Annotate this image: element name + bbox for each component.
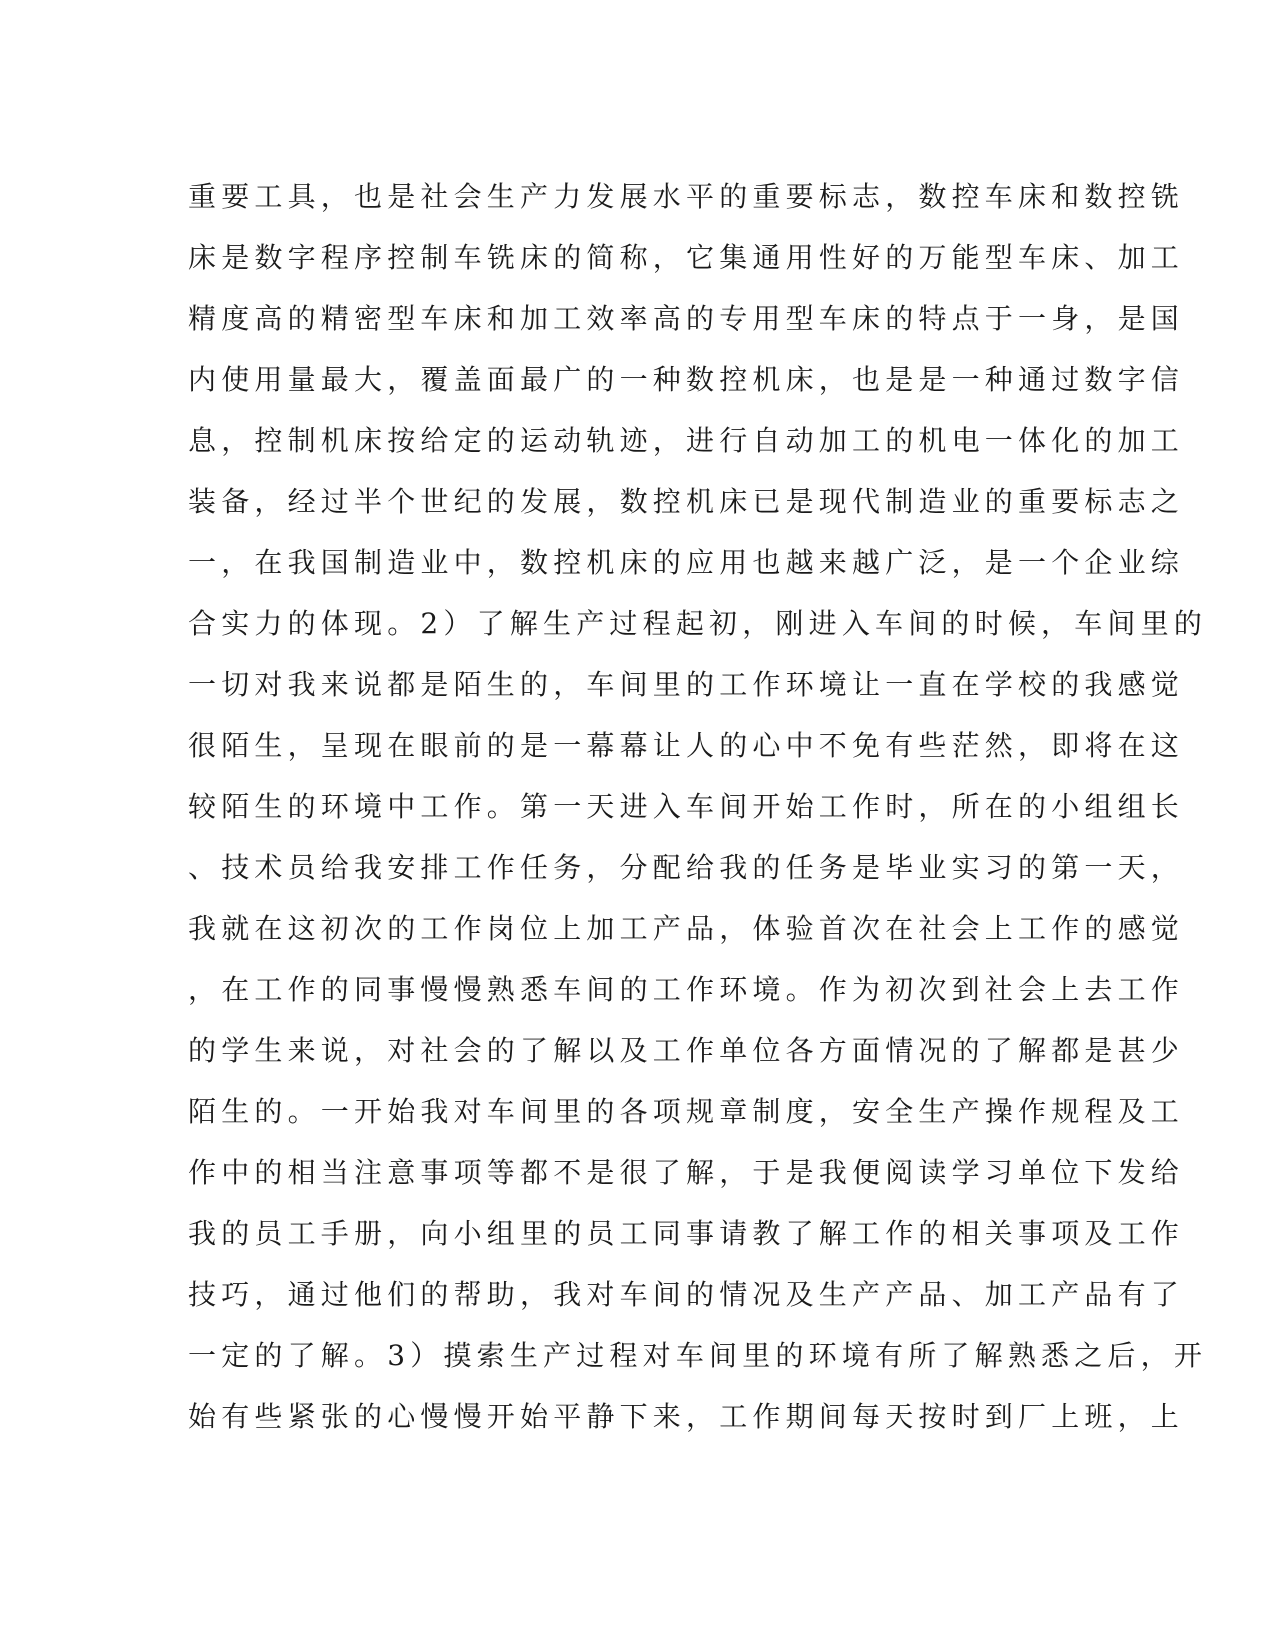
text-line: 很陌生，呈现在眼前的是一幕幕让人的心中不免有些茫然，即将在这 bbox=[188, 729, 1185, 762]
text-line: 较陌生的环境中工作。第一天进入车间开始工作时，所在的小组组长 bbox=[188, 790, 1185, 823]
body-text bbox=[188, 166, 1208, 1447]
text-line: 装备，经过半个世纪的发展，数控机床已是现代制造业的重要标志之 bbox=[188, 485, 1185, 518]
text-line: 一，在我国制造业中，数控机床的应用也越来越广泛，是一个企业综 bbox=[188, 546, 1185, 579]
text-line: ，在工作的同事慢慢熟悉车间的工作环境。作为初次到社会上去工作 bbox=[188, 973, 1185, 1006]
text-line: 重要工具，也是社会生产力发展水平的重要标志，数控车床和数控铣 bbox=[188, 180, 1185, 213]
text-line: 的学生来说，对社会的了解以及工作单位各方面情况的了解都是甚少 bbox=[188, 1034, 1185, 1067]
text-line: 我就在这初次的工作岗位上加工产品，体验首次在社会上工作的感觉 bbox=[188, 912, 1185, 945]
text-line: 一定的了解。3）摸索生产过程对车间里的环境有所了解熟悉之后，开 bbox=[188, 1339, 1208, 1372]
text-line: 床是数字程序控制车铣床的简称，它集通用性好的万能型车床、加工 bbox=[188, 241, 1185, 274]
text-line: 我的员工手册，向小组里的员工同事请教了解工作的相关事项及工作 bbox=[188, 1217, 1185, 1250]
text-line: 、技术员给我安排工作任务，分配给我的任务是毕业实习的第一天， bbox=[188, 851, 1185, 884]
text-line: 息，控制机床按给定的运动轨迹，进行自动加工的机电一体化的加工 bbox=[188, 424, 1185, 457]
text-line: 精度高的精密型车床和加工效率高的专用型车床的特点于一身，是国 bbox=[188, 302, 1185, 335]
text-line: 作中的相当注意事项等都不是很了解，于是我便阅读学习单位下发给 bbox=[188, 1156, 1185, 1189]
text-line: 始有些紧张的心慢慢开始平静下来，工作期间每天按时到厂上班，上 bbox=[188, 1400, 1185, 1433]
text-line: 内使用量最大，覆盖面最广的一种数控机床，也是是一种通过数字信 bbox=[188, 363, 1185, 396]
text-line: 陌生的。一开始我对车间里的各项规章制度，安全生产操作规程及工 bbox=[188, 1095, 1185, 1128]
text-line: 技巧，通过他们的帮助，我对车间的情况及生产产品、加工产品有了 bbox=[188, 1278, 1185, 1311]
text-line: 合实力的体现。2）了解生产过程起初，刚进入车间的时候，车间里的 bbox=[188, 607, 1208, 640]
text-line: 一切对我来说都是陌生的，车间里的工作环境让一直在学校的我感觉 bbox=[188, 668, 1185, 701]
